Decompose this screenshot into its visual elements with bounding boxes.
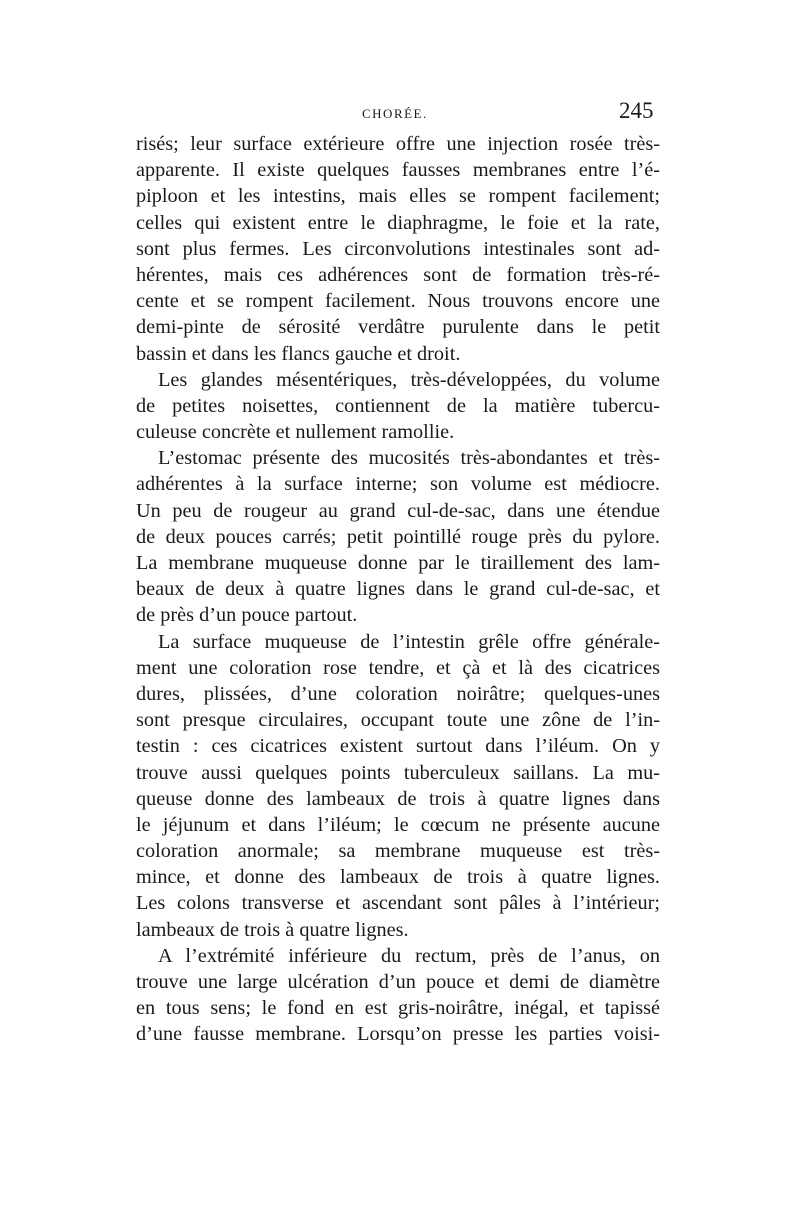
text-line: La surface muqueuse de l’intestin grêle offre générale-: [158, 630, 660, 653]
running-head: CHORÉE.: [362, 106, 428, 121]
text-line: L’estomac présente des mucosités très-abondantes et très-: [158, 447, 660, 470]
text-line: Un peu de rougeur au grand cul-de-sac, dans une étendue: [136, 499, 660, 522]
text-line: de deux pouces carrés; petit pointillé rouge près du pylore.: [136, 525, 660, 548]
text-line: adhérentes à la surface interne; son volume est médiocre.: [136, 473, 660, 496]
text-line: trouve aussi quelques points tuberculeux saillans. La mu-: [136, 761, 660, 784]
text-line: La membrane muqueuse donne par le tiraillement des lam-: [136, 552, 660, 574]
text-line: sont plus fermes. Les circonvolutions intestinales sont ad-: [136, 237, 660, 260]
text-line: beaux de deux à quatre lignes dans le grand cul-de-sac, et: [136, 578, 660, 601]
text-line: apparente. Il existe quelques fausses membranes entre l’é-: [136, 159, 660, 182]
text-line: cente et se rompent facilement. Nous trouvons encore une: [136, 290, 660, 313]
text-line: de près d’un pouce partout.: [136, 604, 358, 627]
text-line: queuse donne des lambeaux de trois à quatre lignes dans: [136, 787, 660, 810]
text-line: dures, plissées, d’une coloration noirâtre; quelques-unes: [136, 682, 660, 705]
page-number: 245: [619, 98, 654, 123]
text-line: demi-pinte de sérosité verdâtre purulente dans le petit: [136, 316, 660, 339]
text-line: lambeaux de trois à quatre lignes.: [136, 918, 409, 941]
text-line: culeuse concrète et nullement ramollie.: [136, 421, 455, 444]
text-line: bassin et dans les flancs gauche et droit.: [136, 342, 461, 365]
text-line: Les colons transverse et ascendant sont pâles à l’intérieur;: [136, 892, 660, 915]
text-line: testin : ces cicatrices existent surtout dans l’iléum. On y: [136, 735, 660, 758]
text-line: le jéjunum et dans l’iléum; le cœcum ne présente aucune: [136, 813, 660, 836]
text-line: hérentes, mais ces adhérences sont de formation très-ré-: [136, 263, 660, 286]
text-line: sont presque circulaires, occupant toute une zône de l’in-: [136, 709, 660, 732]
text-line: A l’extrémité inférieure du rectum, près de l’anus, on: [158, 944, 660, 967]
body-text: [136, 131, 660, 1048]
text-line: Les glandes mésentériques, très-développées, du volume: [158, 368, 660, 391]
text-line: coloration anormale; sa membrane muqueuse est très-: [136, 840, 660, 863]
text-line: de petites noisettes, contiennent de la matière tubercu-: [136, 394, 660, 417]
text-line: trouve une large ulcération d’un pouce et demi de diamètre: [136, 971, 660, 993]
text-line: risés; leur surface extérieure offre une injection rosée très-: [136, 133, 660, 155]
page-header: [0, 98, 800, 128]
text-line: en tous sens; le fond en est gris-noirâtre, inégal, et tapissé: [136, 997, 660, 1020]
text-line: piploon et les intestins, mais elles se rompent facilement;: [136, 185, 660, 208]
text-line: celles qui existent entre le diaphragme, le foie et la rate,: [136, 211, 660, 234]
text-line: d’une fausse membrane. Lorsqu’on presse les parties voisi-: [136, 1023, 660, 1046]
text-line: ment une coloration rose tendre, et çà et là des cicatrices: [136, 656, 660, 679]
text-line: mince, et donne des lambeaux de trois à quatre lignes.: [136, 866, 660, 889]
